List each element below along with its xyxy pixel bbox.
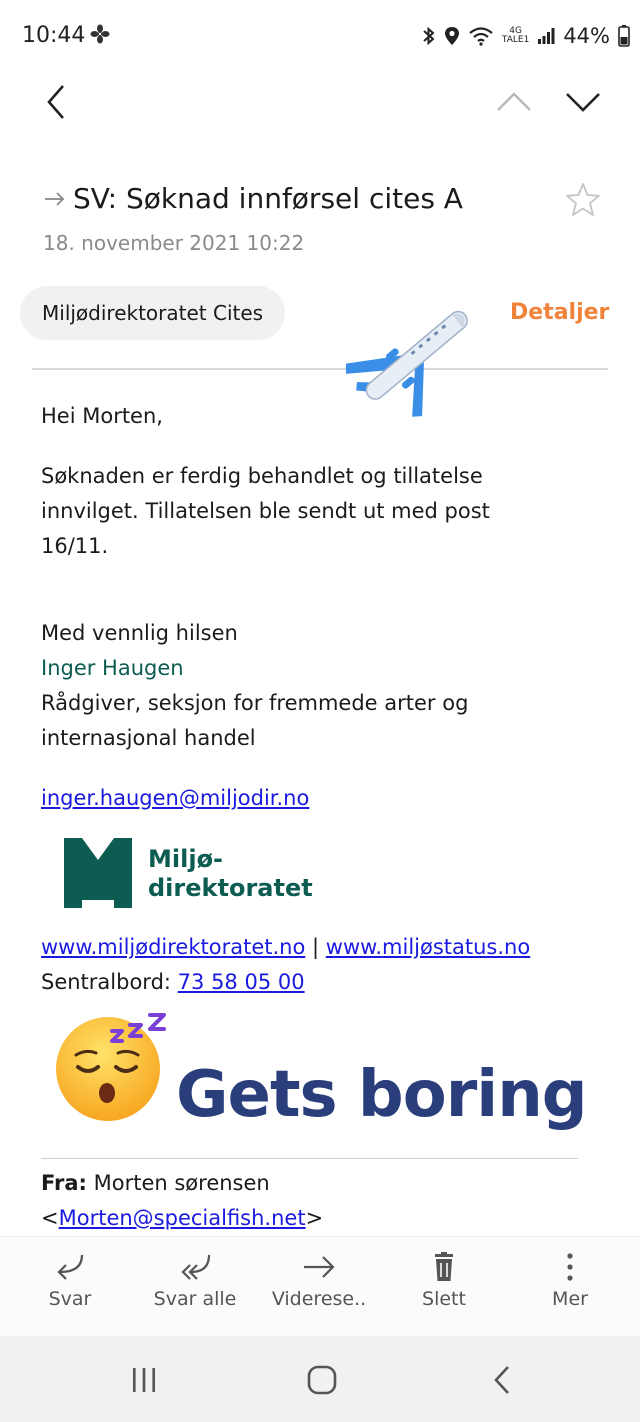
email-date: 18. november 2021 10:22 [43,231,305,255]
back-button[interactable] [36,80,76,124]
next-email-button[interactable] [561,84,605,120]
forward-arrow-icon [44,191,66,207]
from-email-link[interactable]: Morten@specialfish.net [58,1206,306,1230]
forward-icon [301,1252,337,1282]
battery-percent: 44% [563,24,610,48]
network-type: 4G TALE1 [501,26,530,45]
details-button[interactable]: Detaljer [510,300,610,325]
delete-label: Slett [422,1288,466,1310]
battery-icon [618,25,630,47]
sleepy-face-emoji-icon [50,1005,176,1123]
more-label: Mer [552,1288,588,1310]
closing: Med vennlig hilsen [41,621,238,645]
reply-all-button[interactable] [140,1252,250,1310]
greeting: Hei Morten, [41,404,163,428]
from-line [41,1166,581,1201]
signature-name: Inger Haugen [41,656,184,680]
reply-icon [52,1252,88,1282]
header-divider [32,368,608,370]
recent-apps-icon [130,1367,158,1393]
chevron-up-icon [496,91,532,113]
more-button[interactable] [515,1252,625,1310]
body-line: innvilget. Tillatelsen ble sendt ut med post [41,499,490,523]
overlay-caption: Gets boring [176,1058,587,1132]
signature-title [41,686,581,756]
signature-email-link[interactable]: inger.haugen@miljodir.no [41,786,310,810]
logo-text: Miljø- direktoratet [148,845,313,902]
recent-apps-button[interactable] [120,1356,168,1404]
location-icon [444,26,460,46]
fan-notification-icon [90,24,110,44]
website-link-2[interactable]: www.miljøstatus.no [325,935,531,959]
back-arrow-icon [45,84,67,120]
status-icons [422,22,630,50]
signal-icon [537,27,555,45]
system-back-button[interactable] [478,1356,526,1404]
reply-all-label: Svar alle [153,1288,237,1310]
quote-divider [41,1158,578,1159]
from-name: Morten sørensen [93,1171,270,1195]
email-subject: SV: Søknad innførsel cites A [73,182,463,215]
status-time: 10:44 [22,23,86,48]
websites-line [41,930,601,965]
body-line: Søknaden er ferdig behandlet og tillatelse [41,464,483,488]
signature-title-line: internasjonal handel [41,726,256,750]
forward-button[interactable] [264,1252,374,1310]
star-icon [565,182,601,218]
system-back-icon [492,1365,512,1395]
email-link-line [41,781,581,816]
delete-button[interactable] [389,1252,499,1310]
body-line: 16/11. [41,534,109,558]
reply-all-icon [177,1252,213,1282]
website-link-1[interactable]: www.miljødirektoratet.no [41,935,306,959]
forward-label: Viderese.. [271,1288,367,1310]
switchboard-label: Sentralbord: [41,970,171,994]
from-email-line: <Morten@specialfish.net> [41,1206,324,1230]
switchboard-line [41,965,581,1000]
sender-chip[interactable]: Miljødirektoratet Cites [20,286,285,340]
home-button[interactable] [298,1356,346,1404]
signature-title-line: Rådgiver, seksjon for fremmede arter og [41,691,469,715]
body-paragraph [41,459,581,564]
previous-email-button[interactable] [492,84,536,120]
from-label: Fra: [41,1171,87,1195]
wifi-icon [468,26,494,46]
bluetooth-icon [422,26,436,46]
chevron-down-icon [565,91,601,113]
reply-label: Svar [48,1288,92,1310]
trash-icon [426,1252,462,1282]
miljodirektoratet-logo [64,838,132,908]
switchboard-number-link[interactable]: 73 58 05 00 [177,970,305,994]
reply-button[interactable] [15,1252,125,1310]
home-icon [307,1365,337,1395]
more-vertical-icon [552,1252,588,1282]
star-button[interactable] [563,180,603,220]
website-separator: | [312,935,320,959]
